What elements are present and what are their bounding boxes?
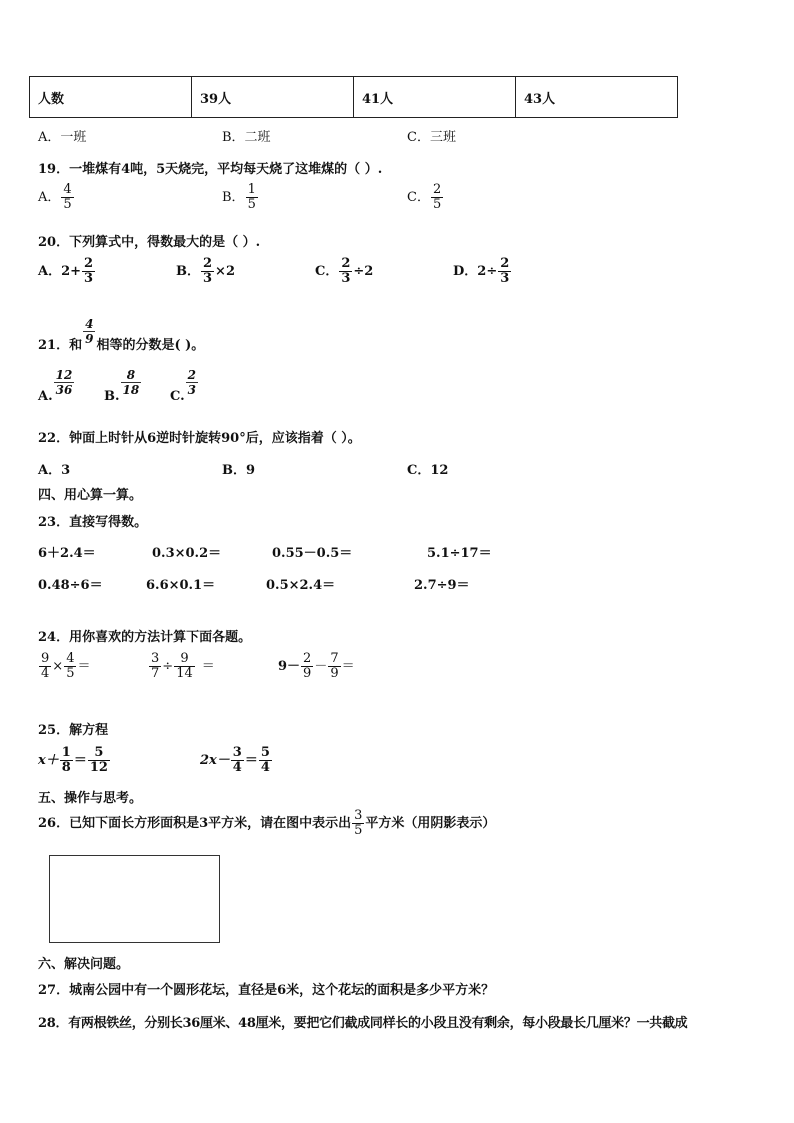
table-row	[30, 77, 678, 118]
q28-text: 28．有两根铁丝，分别长36厘米、48厘米，要把它们截成同样长的小段且没有剩余，每小段最长几厘米？一共截成	[38, 1016, 688, 1031]
q22-option-a: A．3	[38, 463, 71, 478]
q23-item: 0.55－0.5＝	[272, 546, 353, 561]
q21-option-c: C. $\frac{2}{3}$	[170, 368, 197, 404]
section-4-heading: 四、用心算一算。	[38, 488, 143, 503]
q26-text: 26．已知下面长方形面积是3平方米，请在图中表示出 $\frac{3}{5}$ 平方米（用阴影表示）	[38, 808, 496, 838]
q23-item: 6＋2.4＝	[38, 546, 96, 561]
table-cell: 39人	[192, 77, 354, 118]
q23-item: 2.7÷9＝	[414, 578, 470, 593]
q21-option-b: B. $\frac{8}{18}$	[104, 368, 140, 404]
q23-text: 23．直接写得数。	[38, 515, 148, 530]
q27-text: 27．城南公园中有一个圆形花坛，直径是6米，这个花坛的面积是多少平方米？	[38, 983, 495, 998]
q24-text: 24．用你喜欢的方法计算下面各题。	[38, 630, 252, 645]
q20-text: 20．下列算式中，得数最大的是（ ）.	[38, 235, 261, 250]
q23-item: 5.1÷17＝	[427, 546, 492, 561]
rectangle-figure[interactable]	[49, 855, 220, 943]
q20-option-c: C． $\frac{2}{3}$ ÷2	[315, 256, 374, 286]
q21-option-a: A. $\frac{12}{36}$	[38, 368, 73, 404]
class-count-table	[29, 76, 678, 118]
q23-item: 0.3×0.2＝	[152, 546, 222, 561]
q19-option-b: B． $\frac{1}{5}$	[222, 182, 256, 212]
q18-option-b: B．二班	[222, 130, 271, 145]
q25-text: 25．解方程	[38, 723, 109, 738]
q23-item: 0.5×2.4＝	[266, 578, 336, 593]
q20-option-d: D．2÷ $\frac{2}{3}$	[453, 256, 510, 286]
section-5-heading: 五、操作与思考。	[38, 791, 143, 806]
q24-expr-1: $\frac{9}{4}$ × $\frac{4}{5}$ ＝	[41, 651, 91, 681]
q23-item: 6.6×0.1＝	[146, 578, 216, 593]
q21-text: 21．和 $\frac{4}{9}$ 相等的分数是( )。	[38, 317, 205, 353]
q19-option-a: A． $\frac{4}{5}$	[38, 182, 72, 212]
q24-expr-3: 9－ $\frac{2}{9}$ － $\frac{7}{9}$ ＝	[278, 651, 355, 681]
q18-option-a: A．一班	[38, 130, 87, 145]
q19-text: 19．一堆煤有4吨，5天烧完，平均每天烧了这堆煤的（ ）.	[38, 162, 383, 177]
q22-text: 22．钟面上时针从6逆时针旋转90°后，应该指着（ ）。	[38, 431, 361, 446]
q20-option-b: B． $\frac{2}{3}$ ×2	[176, 256, 235, 286]
table-cell: 43人	[516, 77, 678, 118]
q22-option-c: C．12	[407, 463, 449, 478]
q23-item: 0.48÷6＝	[38, 578, 103, 593]
q25-equation-1: x＋ $\frac{1}{8}$ ＝ $\frac{5}{12}$	[38, 745, 108, 775]
section-6-heading: 六、解决问题。	[38, 957, 130, 972]
q24-expr-2: $\frac{3}{7}$ ÷ $\frac{9}{14}$ ＝	[151, 651, 215, 681]
q20-option-a: A．2+ $\frac{2}{3}$	[38, 256, 94, 286]
table-cell: 41人	[354, 77, 516, 118]
q25-equation-2: 2x－ $\frac{3}{4}$ ＝ $\frac{5}{4}$	[200, 745, 270, 775]
q22-option-b: B．9	[222, 463, 256, 478]
table-cell: 人数	[30, 77, 192, 118]
q18-option-c: C．三班	[407, 130, 456, 145]
q19-option-c: C． $\frac{2}{5}$	[407, 182, 442, 212]
